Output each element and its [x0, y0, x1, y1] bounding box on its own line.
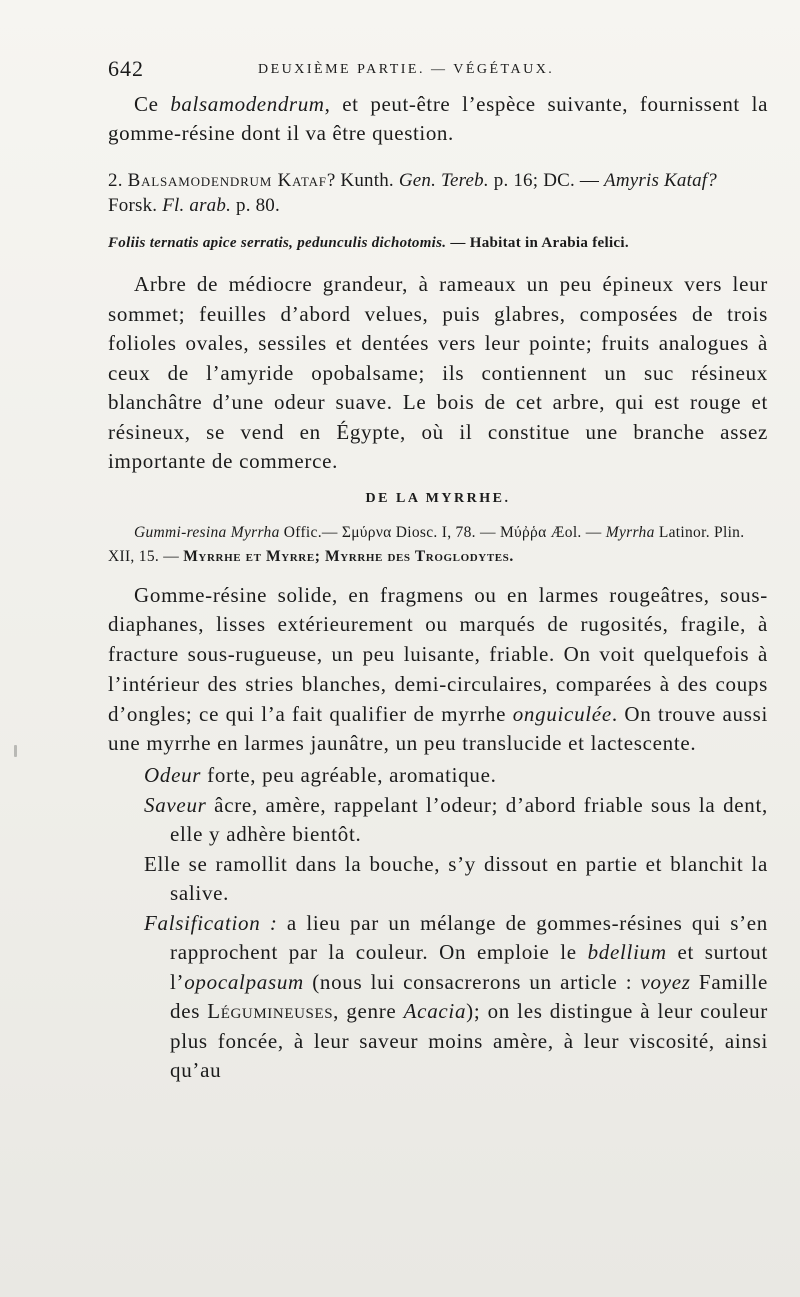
- species-name: Balsamodendrum Kataf: [127, 170, 327, 191]
- falsification-text-4: Famille des: [170, 969, 768, 1024]
- falsification-text-3: (nous lui consacrerons un article :: [303, 969, 641, 994]
- myrrh-description-text: Gomme-résine solide, en fragmens ou en larmes rougeâtres, sous-diaphanes, lisses extérieurement ou marqués de rugosités, fragile, à fracture sous-rugueuse, un peu luisante, friable. On voit quelquefois à l’intérieur des stries blanches, demi-circulaires, comparées à des coups d’ongles; ce qui l’a fait qualifier de myrrhe: [108, 582, 768, 726]
- falsification-family-name: Légumineuses: [207, 999, 334, 1024]
- falsification-text-1: a lieu par un mélange de gommes-résines qui s’en rapprochent par la couleur. On emploie le: [170, 910, 768, 965]
- falsification-text-5: , genre: [333, 999, 404, 1024]
- synonymy-latin-name: Myrrha: [605, 523, 655, 541]
- falsification-voyez: voyez: [640, 969, 691, 994]
- diagnosis-latin-text: Foliis ternatis apice serratis, pedunculis dichotomis.: [108, 235, 447, 251]
- falsification-bdellium: bdellium: [587, 940, 667, 965]
- synonymy-french-names: Myrrhe et Myrre; Myrrhe des Troglodytes.: [183, 547, 514, 565]
- falsification-property: [108, 909, 768, 1086]
- saveur-label: Saveur: [144, 792, 207, 817]
- species-ref1-title: Gen. Tereb.: [398, 170, 489, 191]
- tree-description: Arbre de médiocre grandeur, à rameaux un peu épineux vers leur sommet; feuilles d’abord velues, puis glabres, composées de trois folioles ovales, sessiles et dentées vers leur pointe; fruits analogues à ceux de l’amyride opobalsame; ils contiennent un suc résineux blanchâtre d’une odeur suave. Le bois de cet arbre, qui est rouge et résineux, se vend en Égypte, où il constitue une branche assez importante de commerce.: [108, 272, 768, 473]
- margin-mark: [14, 745, 17, 757]
- species-number: 2.: [108, 170, 128, 191]
- myrrh-description: [108, 581, 768, 760]
- section-title: DE LA MYRRHE.: [365, 490, 511, 506]
- synonymy-text-2: Latinor. Plin. XII, 15. —: [108, 523, 745, 565]
- intro-genus-name: balsamodendrum: [170, 92, 325, 116]
- page-number: 642: [108, 56, 144, 81]
- diagnosis-habitat: — Habitat in Arabia felici.: [446, 235, 629, 251]
- myrrh-description-end: . On trouve aussi une myrrhe en larmes jaunâtre, un peu translucide et lactescente.: [108, 701, 769, 756]
- species-authority: ? Kunth.: [326, 170, 399, 191]
- myrrh-onguiculee: onguiculée: [512, 701, 612, 726]
- odeur-label: Odeur: [144, 763, 202, 788]
- falsification-label: Falsification :: [144, 910, 278, 935]
- species-ref2-page: p. 80.: [231, 195, 280, 216]
- bouche-property: Elle se ramollit dans la bouche, s’y dissout en partie et blanchit la salive.: [144, 851, 768, 906]
- species-ref1-page: p. 16; DC. —: [488, 170, 605, 191]
- running-head: DEUXIÈME PARTIE. — VÉGÉTAUX.: [258, 62, 555, 77]
- saveur-text: âcre, amère, rappelant l’odeur; d’abord friable sous la dent, elle y adhère bientôt.: [170, 792, 768, 847]
- odeur-text: forte, peu agréable, aromatique.: [201, 763, 497, 788]
- synonymy-officinal-name: Gummi-resina Myrrha: [134, 523, 280, 541]
- intro-text-start: Ce: [134, 92, 171, 116]
- species-heading: [108, 168, 768, 218]
- page-header: [108, 56, 768, 86]
- intro-paragraph: [108, 90, 768, 148]
- species-synonym: Amyris Kataf?: [604, 170, 717, 191]
- falsification-acacia: Acacia: [403, 999, 467, 1024]
- page-body: [108, 90, 768, 1086]
- odeur-property: [108, 761, 768, 791]
- falsification-text-2: et surtout l’: [170, 940, 768, 994]
- intro-text-end: , et peut-être l’espèce suivante, fournissent la gomme-résine dont il va être question.: [108, 92, 768, 145]
- falsification-text-6: ); on les distingue à leur couleur plus foncée, à leur saveur moins amère, à leur viscosité, ainsi qu’au: [170, 999, 768, 1083]
- latin-diagnosis: [108, 232, 768, 254]
- species-ref2-title: Fl. arab.: [162, 195, 232, 216]
- falsification-opocalpasum: opocalpasum: [184, 969, 304, 994]
- saveur-property: [108, 791, 768, 850]
- synonymy-text-1: Offic.— Σμύρνα Diosc. I, 78. — Μύῤῥα Æol. —: [279, 523, 606, 541]
- myrrh-synonymy: [108, 521, 768, 569]
- species-synonym-authority: Forsk.: [108, 195, 163, 216]
